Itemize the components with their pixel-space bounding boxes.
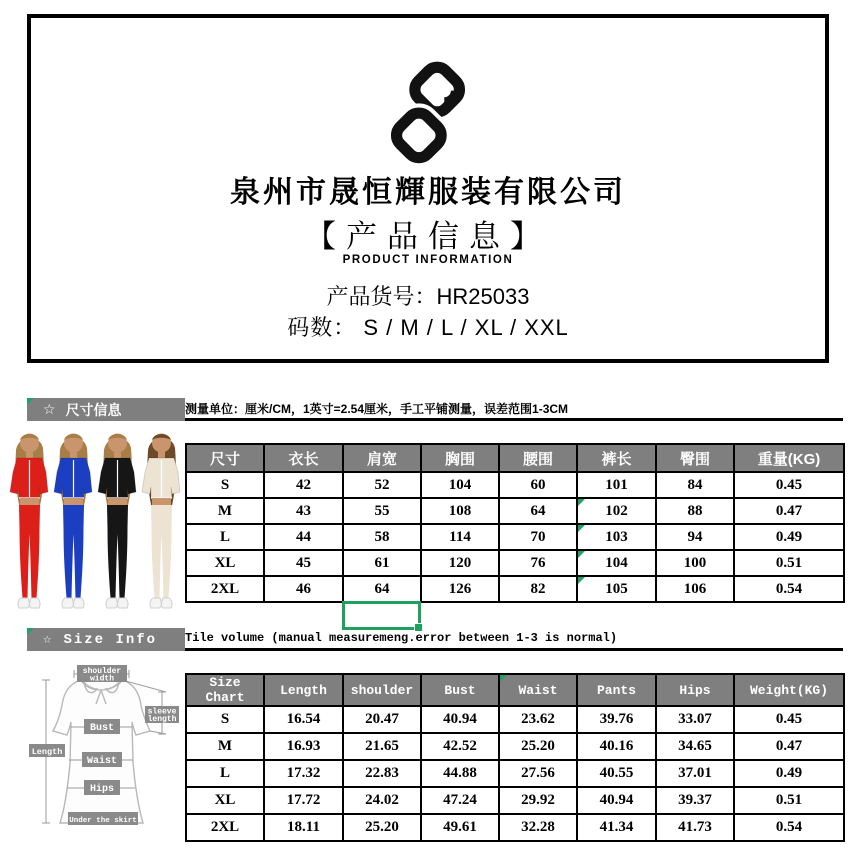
measurement-cell: 120 [421, 550, 499, 576]
product-info-subtitle: PRODUCT INFORMATION [342, 254, 514, 266]
section-title-inch: Size Info [63, 631, 158, 648]
product-info-title: 【产品信息】 [305, 219, 551, 254]
company-name: 泉州市晟恒輝服装有限公司 [230, 176, 626, 209]
model-photos [2, 424, 184, 622]
measurement-cell: 0.45 [734, 472, 844, 498]
measurement-cell: 52 [343, 472, 421, 498]
measurement-cell: 49.61 [421, 814, 499, 841]
garment-outline [53, 680, 150, 823]
product-code-value: HR25033 [436, 284, 530, 309]
header-row [186, 444, 844, 472]
svg-text:Bust: Bust [89, 723, 115, 734]
table-row [186, 498, 844, 524]
measurement-cell: 40.16 [577, 733, 656, 760]
table-row [186, 814, 844, 841]
model-photo [10, 434, 48, 609]
measurement-cell: 105 [577, 576, 656, 602]
measurement-cell: 40.55 [577, 760, 656, 787]
selected-cell-outline [342, 601, 421, 630]
measurement-cell: 46 [264, 576, 343, 602]
column-header: Size Chart [186, 674, 264, 706]
measurement-cell: 0.54 [734, 576, 844, 602]
column-header: Bust [421, 674, 499, 706]
measurement-cell: 29.92 [499, 787, 577, 814]
column-header: 胸围 [421, 444, 499, 472]
svg-text:sleeve: sleeve [147, 707, 177, 717]
measurement-cell: 41.34 [577, 814, 656, 841]
measurement-cell: 20.47 [343, 706, 421, 733]
measurement-cell: 39.76 [577, 706, 656, 733]
size-label-cell: M [186, 498, 264, 524]
under-skirt-label [68, 812, 138, 825]
measurement-cell: 103 [577, 524, 656, 550]
size-label-cell: S [186, 706, 264, 733]
measurement-cell: 126 [421, 576, 499, 602]
table-row [186, 524, 844, 550]
comment-flag-icon [27, 628, 34, 635]
size-label-cell: 2XL [186, 576, 264, 602]
measurement-cell: 0.49 [734, 760, 844, 787]
measurement-cell: 0.54 [734, 814, 844, 841]
column-header: Pants [577, 674, 656, 706]
measurement-cell: 44 [264, 524, 343, 550]
star-icon: ☆ [43, 401, 56, 417]
measurement-cell: 101 [577, 472, 656, 498]
measurement-cell: 0.45 [734, 706, 844, 733]
measurement-cell: 64 [499, 498, 577, 524]
measurement-cell: 22.83 [343, 760, 421, 787]
star-icon: ☆ [43, 632, 54, 648]
measurement-cell: 40.94 [421, 706, 499, 733]
measurement-cell: 60 [499, 472, 577, 498]
measurement-cell: 88 [656, 498, 734, 524]
measurement-cell: 34.65 [656, 733, 734, 760]
column-header: 裤长 [577, 444, 656, 472]
sleeve-length-label [145, 706, 179, 724]
measurement-cell: 94 [656, 524, 734, 550]
measurement-cell: 42.52 [421, 733, 499, 760]
size-label-cell: S [186, 472, 264, 498]
table-row [186, 733, 844, 760]
comment-flag-icon [27, 398, 34, 405]
measurement-cell: 102 [577, 498, 656, 524]
size-label-cell: L [186, 524, 264, 550]
measurement-cell: 0.49 [734, 524, 844, 550]
measurement-cell: 40.94 [577, 787, 656, 814]
measurement-cell: 70 [499, 524, 577, 550]
brand-chain-logo-icon [372, 58, 484, 170]
measurement-cell: 27.56 [499, 760, 577, 787]
measurement-cell: 42 [264, 472, 343, 498]
measurement-cell: 24.02 [343, 787, 421, 814]
header-row [186, 674, 844, 706]
header-frame [27, 14, 829, 363]
measurement-cell: 104 [421, 472, 499, 498]
measurement-cell: 58 [343, 524, 421, 550]
measurement-cell: 43 [264, 498, 343, 524]
column-header: 重量(KG) [734, 444, 844, 472]
size-label-cell: XL [186, 550, 264, 576]
measurement-cell: 0.47 [734, 498, 844, 524]
measurement-cell: 84 [656, 472, 734, 498]
size-table-cm [185, 443, 845, 603]
column-header: 肩宽 [343, 444, 421, 472]
column-header: Hips [656, 674, 734, 706]
table-row [186, 706, 844, 733]
model-photo [54, 434, 92, 609]
measurement-cell: 32.28 [499, 814, 577, 841]
table-row [186, 787, 844, 814]
size-label-cell: L [186, 760, 264, 787]
measurement-cell: 61 [343, 550, 421, 576]
measurement-cell: 108 [421, 498, 499, 524]
measurement-cell: 18.11 [264, 814, 343, 841]
column-header: Weight(KG) [734, 674, 844, 706]
measurement-cell: 41.73 [656, 814, 734, 841]
measurement-cell: 21.65 [343, 733, 421, 760]
measurement-cell: 17.32 [264, 760, 343, 787]
svg-text:Under the skirt: Under the skirt [69, 817, 137, 825]
model-photo [142, 434, 180, 609]
measurement-cell: 39.37 [656, 787, 734, 814]
measurement-cell: 17.72 [264, 787, 343, 814]
svg-text:width: width [89, 674, 115, 684]
column-header: shoulder [343, 674, 421, 706]
measurement-cell: 45 [264, 550, 343, 576]
table-row [186, 550, 844, 576]
measurement-cell: 47.24 [421, 787, 499, 814]
measurement-cell: 16.54 [264, 706, 343, 733]
measurement-diagram [24, 664, 180, 850]
measurement-cell: 44.88 [421, 760, 499, 787]
svg-text:Length: Length [31, 747, 63, 757]
size-label-cell: XL [186, 787, 264, 814]
product-code-label: 产品货号： [326, 284, 437, 309]
measurement-cell: 0.51 [734, 787, 844, 814]
measurement-cell: 25.20 [343, 814, 421, 841]
product-code-line [31, 280, 825, 311]
waist-label [82, 752, 122, 767]
measurement-cell: 114 [421, 524, 499, 550]
svg-text:Hips: Hips [89, 784, 115, 795]
measurement-cell: 16.93 [264, 733, 343, 760]
section-bar-size-info-cm [27, 398, 185, 421]
model-photo [98, 434, 136, 609]
measurement-cell: 37.01 [656, 760, 734, 787]
hips-label [84, 780, 120, 795]
measurement-cell: 100 [656, 550, 734, 576]
column-header: Waist [499, 674, 577, 706]
sizes-value: S / M / L / XL / XXL [363, 315, 569, 340]
size-label-cell: M [186, 733, 264, 760]
table-row [186, 576, 844, 602]
sizes-line [31, 311, 825, 342]
measurement-cell: 76 [499, 550, 577, 576]
section-bar-size-info-inch [27, 628, 185, 651]
svg-text:length: length [147, 715, 177, 724]
svg-text:Waist: Waist [86, 756, 118, 767]
shoulder-width-label [77, 665, 127, 684]
measurement-cell: 55 [343, 498, 421, 524]
measure-note-inch: Tile volume (manual measuremeng.error between 1-3 is normal) [185, 628, 843, 651]
measurement-cell: 104 [577, 550, 656, 576]
bust-label [84, 719, 120, 734]
table-row [186, 472, 844, 498]
column-header: 臀围 [656, 444, 734, 472]
size-table-inch [185, 673, 845, 842]
column-header: 衣长 [264, 444, 343, 472]
measurement-cell: 0.51 [734, 550, 844, 576]
section-title-cm: 尺寸信息 [65, 401, 122, 418]
measurement-cell: 64 [343, 576, 421, 602]
measurement-cell: 106 [656, 576, 734, 602]
measurement-cell: 33.07 [656, 706, 734, 733]
sizes-label: 码数： [287, 315, 357, 340]
measurement-cell: 23.62 [499, 706, 577, 733]
column-header: Length [264, 674, 343, 706]
svg-text:shoulder: shoulder [82, 667, 122, 676]
column-header: 腰围 [499, 444, 577, 472]
column-header: 尺寸 [186, 444, 264, 472]
measurement-cell: 0.47 [734, 733, 844, 760]
measurement-cell: 25.20 [499, 733, 577, 760]
measure-note-cm: 测量单位：厘米/CM，1英寸=2.54厘米，手工平铺测量，误差范围1-3CM [185, 398, 843, 421]
length-label [29, 744, 65, 757]
table-row [186, 760, 844, 787]
size-label-cell: 2XL [186, 814, 264, 841]
measurement-cell: 82 [499, 576, 577, 602]
